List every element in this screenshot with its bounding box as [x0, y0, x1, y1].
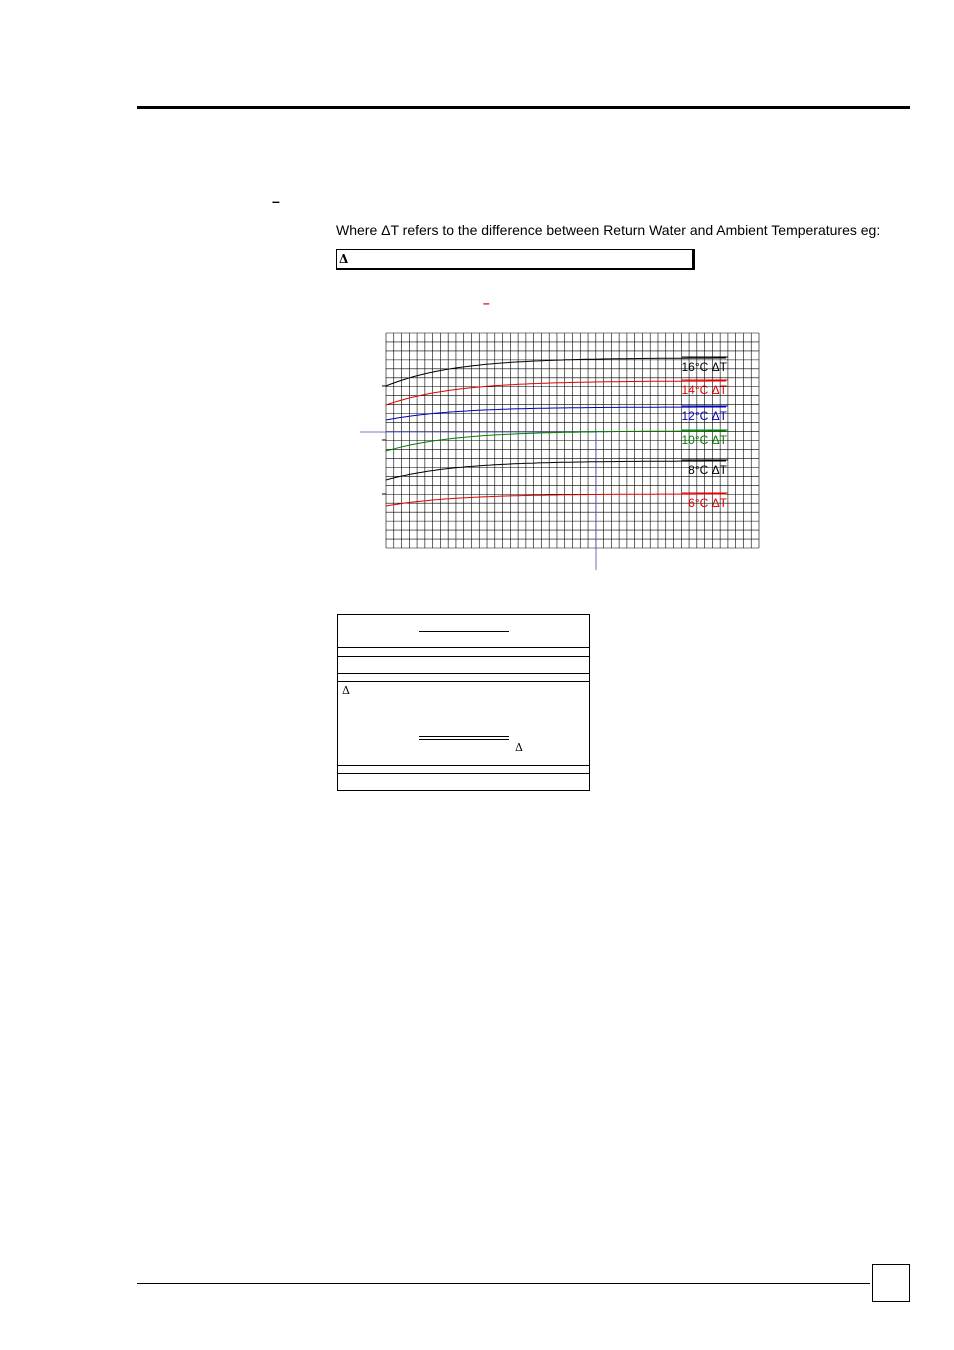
series-label: 14°C ΔT [681, 383, 727, 397]
page-number-box [872, 1264, 910, 1302]
footer-rule [137, 1283, 870, 1284]
chart-title-dash: – [483, 296, 490, 310]
table-row-divider [338, 656, 589, 657]
series-label: 6°C ΔT [688, 496, 727, 510]
series-line [386, 431, 726, 451]
table-underline [419, 736, 509, 737]
intro-text: Where ΔT refers to the difference between Return Water and Ambient Temperatures eg: [336, 222, 881, 238]
series-line [386, 494, 726, 506]
series-label: 8°C ΔT [688, 463, 727, 477]
series-line [386, 461, 726, 480]
delta-symbol: Δ [339, 252, 349, 266]
series-label: 12°C ΔT [681, 409, 727, 423]
table-underline [419, 631, 509, 632]
table-row-divider [338, 773, 589, 774]
series-line [386, 381, 726, 405]
table-row-divider [338, 673, 589, 674]
series-line [386, 358, 726, 386]
calculation-table [337, 614, 590, 791]
series-label: 16°C ΔT [681, 360, 727, 374]
table-delta-symbol: Δ [515, 741, 523, 754]
table-row-divider [338, 647, 589, 648]
table-row-divider [338, 765, 589, 766]
series-label: 10°C ΔT [681, 433, 727, 447]
table-delta-symbol: Δ [342, 684, 350, 697]
section-dash: – [272, 193, 280, 209]
reference-lines [360, 432, 596, 570]
table-row-divider [338, 681, 589, 682]
table-underline [419, 739, 509, 740]
